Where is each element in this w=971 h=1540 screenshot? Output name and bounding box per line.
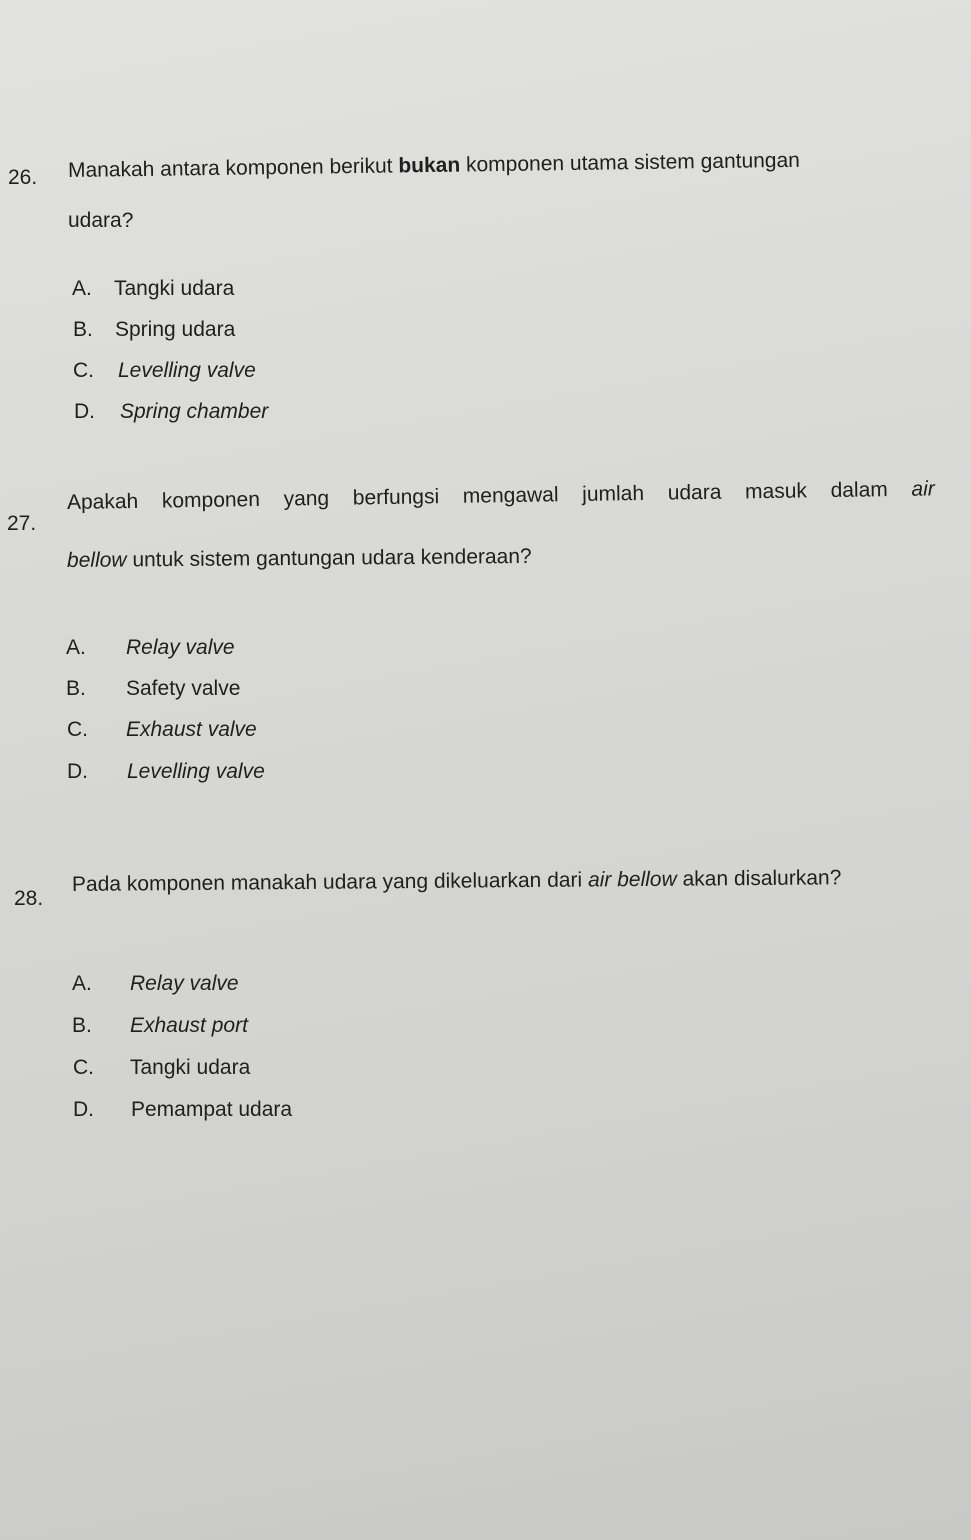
option-c[interactable] — [67, 717, 257, 743]
question-number: 26. — [8, 166, 38, 189]
option-b[interactable] — [73, 317, 235, 343]
option-b[interactable] — [72, 1013, 248, 1039]
question-text-line-2: udara? — [68, 209, 134, 232]
option-text: Spring udara — [115, 318, 236, 341]
option-b[interactable] — [66, 676, 240, 702]
option-text: Levelling valve — [127, 760, 265, 783]
option-text: Relay valve — [126, 636, 235, 659]
question-text: Pada komponen manakah udara yang dikeluarkan dari — [71, 868, 583, 896]
question-text-line-2 — [67, 544, 532, 574]
option-letter: D. — [73, 1098, 94, 1121]
option-letter: A. — [66, 636, 86, 659]
option-text: Tangki udara — [130, 1056, 251, 1079]
question-word: Apakah — [66, 489, 139, 514]
question-word: berfungsi — [352, 485, 440, 510]
question-word: yang — [283, 486, 330, 511]
option-d[interactable] — [73, 1097, 292, 1123]
option-letter: D. — [74, 400, 95, 423]
option-text: Exhaust port — [130, 1014, 248, 1037]
option-text: Tangki udara — [114, 277, 235, 300]
question-number: 27. — [7, 512, 37, 535]
option-d[interactable] — [74, 399, 268, 425]
question-text: untuk sistem gantungan udara kenderaan? — [132, 544, 532, 572]
option-a[interactable] — [66, 635, 235, 661]
option-letter: A. — [72, 277, 92, 300]
option-text: Spring chamber — [120, 400, 269, 423]
option-letter: D. — [67, 760, 88, 783]
question-text-line-1 — [72, 865, 842, 898]
question-word: komponen — [161, 487, 261, 513]
question-text-line-1 — [68, 148, 800, 184]
question-word: jumlah — [582, 481, 645, 506]
question-word: mengawal — [462, 483, 559, 508]
question-emphasis: bukan — [398, 153, 461, 178]
option-letter: B. — [73, 318, 93, 341]
option-text: Exhaust valve — [126, 718, 257, 741]
option-letter: C. — [73, 359, 94, 382]
question-word: air — [911, 477, 935, 501]
question-word: masuk — [744, 479, 808, 504]
option-a[interactable] — [72, 276, 234, 302]
option-c[interactable] — [73, 358, 256, 384]
question-word: udara — [667, 480, 722, 505]
option-text: Safety valve — [126, 677, 241, 700]
option-text: Pemampat udara — [131, 1098, 293, 1121]
option-letter: C. — [67, 718, 88, 741]
question-italic: bellow — [66, 548, 127, 572]
question-italic: air bellow — [587, 867, 677, 892]
option-c[interactable] — [73, 1055, 250, 1081]
question-word: dalam — [830, 478, 888, 503]
option-d[interactable] — [67, 759, 265, 785]
question-text: komponen utama sistem gantungan — [465, 148, 801, 177]
question-text: Manakah antara komponen berikut — [67, 154, 393, 182]
question-text-line-1 — [67, 476, 935, 516]
option-a[interactable] — [72, 971, 239, 997]
option-letter: C. — [73, 1056, 94, 1079]
option-letter: A. — [72, 972, 92, 995]
option-text: Relay valve — [130, 972, 239, 995]
option-letter: B. — [66, 677, 86, 700]
question-number: 28. — [14, 887, 44, 910]
option-text: Levelling valve — [118, 359, 256, 382]
question-text: akan disalurkan? — [682, 866, 842, 891]
option-letter: B. — [72, 1014, 92, 1037]
